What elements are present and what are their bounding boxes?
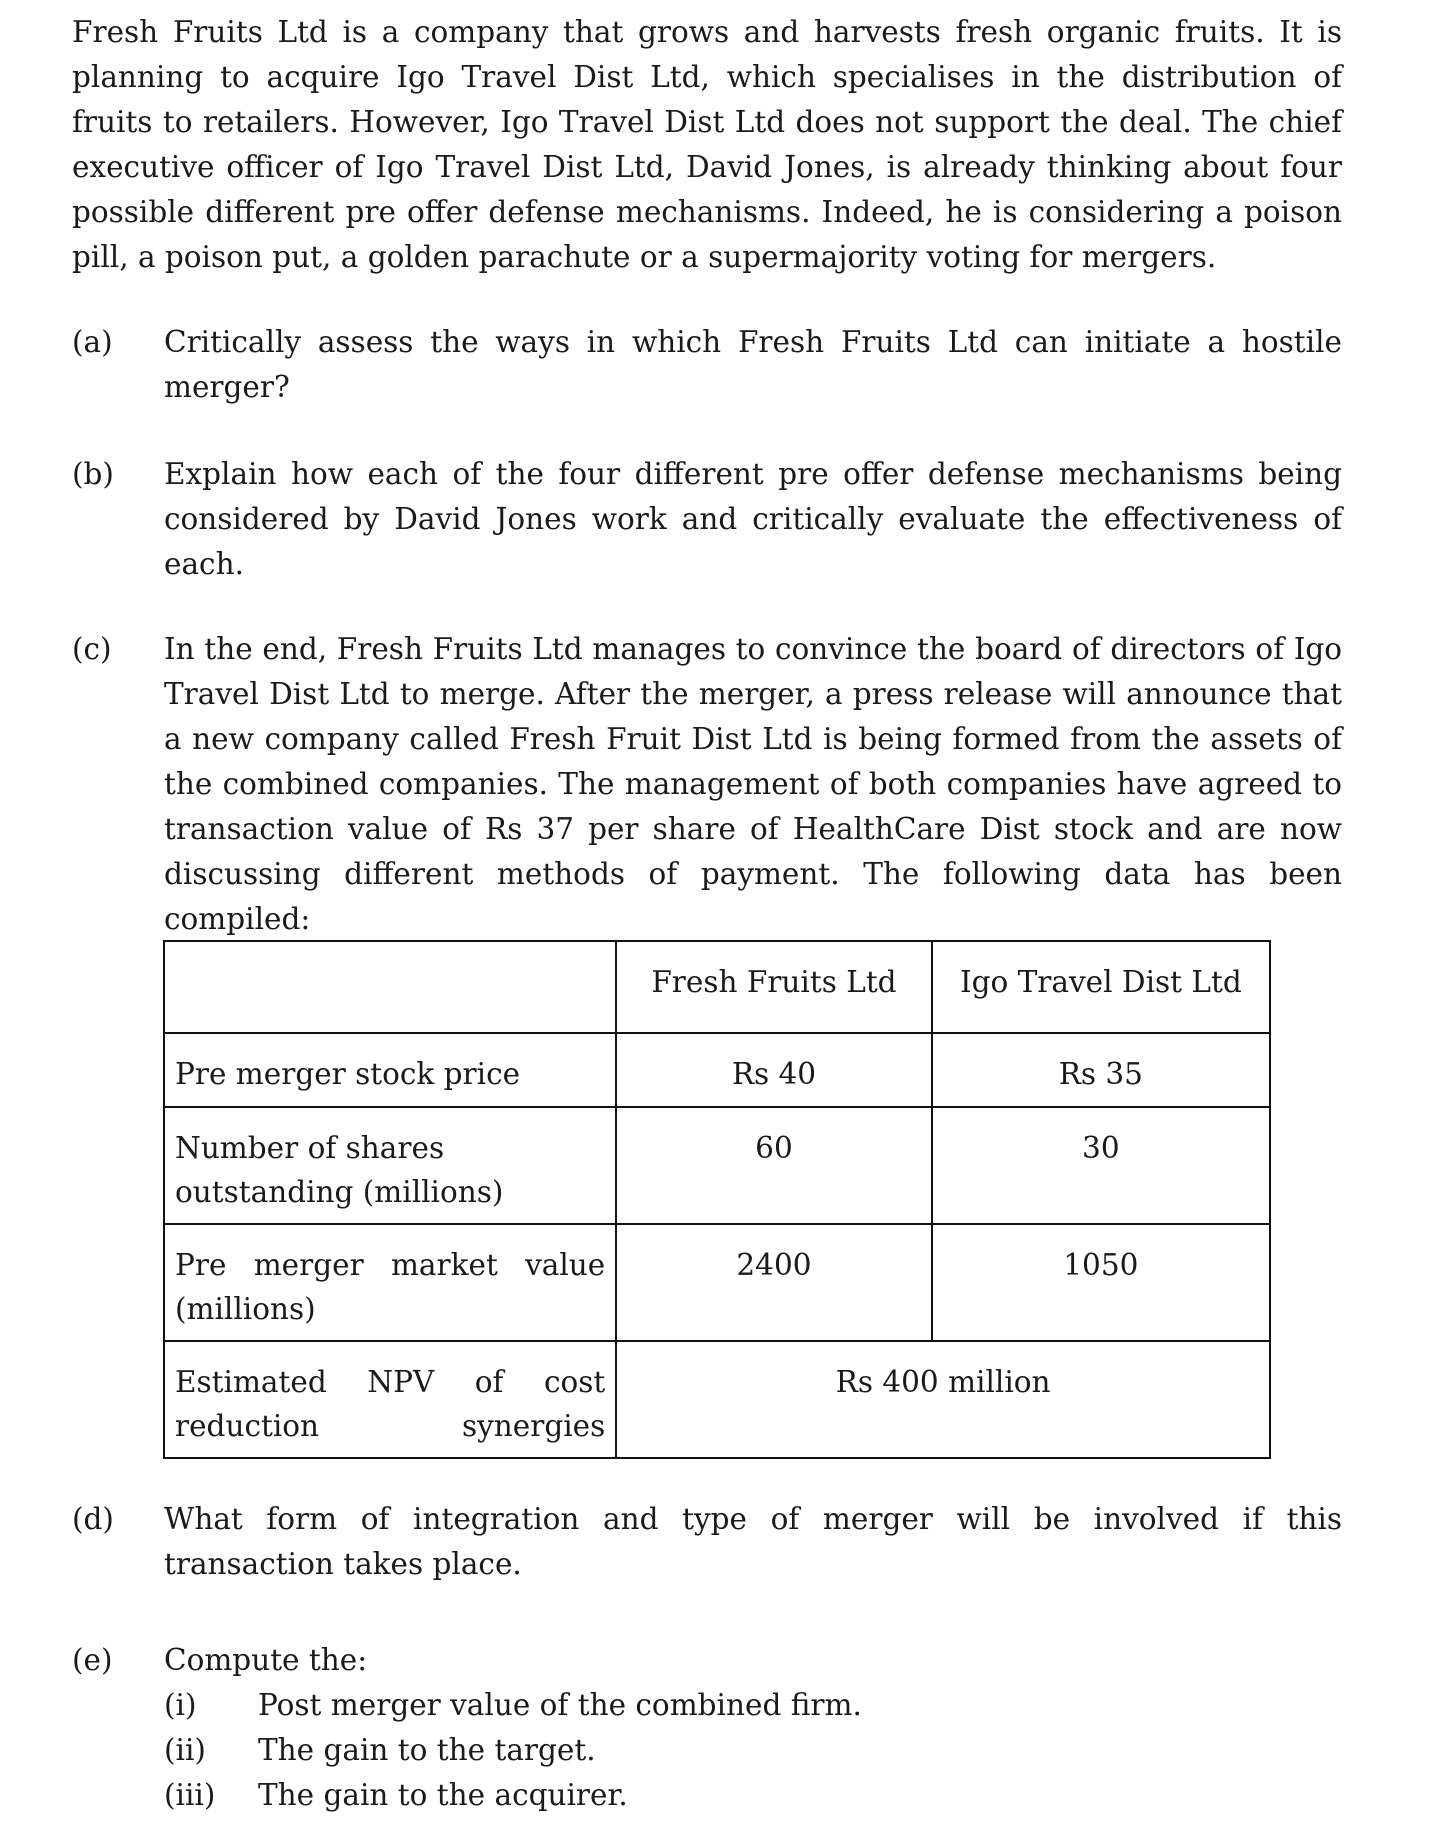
table-header-empty: [164, 941, 616, 1033]
igo-travel-value: Rs 35: [932, 1033, 1270, 1107]
question-label: (e): [72, 1643, 113, 1677]
sub-item-text: The gain to the acquirer.: [258, 1778, 628, 1812]
table-header-fresh-fruits: Fresh Fruits Ltd: [616, 941, 931, 1033]
merger-data-table: [163, 940, 1271, 1459]
intro-paragraph: Fresh Fruits Ltd is a company that grows and harvests fresh organic fruits. It is planning to acquire Igo Travel Dist Ltd, which specialises in the distribution of fruits to retailers. However, Igo Travel Dist Ltd does not support the deal. The chief executive officer of Igo Travel Dist Ltd, David Jones, is already thinking about four possible different pre offer defense mechanisms. Indeed, he is considering a poison pill, a poison put, a golden parachute or a supermajority voting for mergers.: [72, 15, 1342, 274]
igo-travel-value: 1050: [932, 1224, 1270, 1341]
sub-item-text: The gain to the target.: [258, 1733, 596, 1767]
fresh-fruits-value: 60: [616, 1107, 931, 1224]
question-text: Compute the:: [164, 1643, 368, 1677]
fresh-fruits-value: Rs 40: [616, 1033, 931, 1107]
table-row: [164, 1033, 1270, 1107]
question-label: (b): [72, 457, 114, 491]
table-row: [164, 1341, 1270, 1458]
sub-item-text: Post merger value of the combined firm.: [258, 1688, 862, 1722]
synergies-value: Rs 400 million: [616, 1341, 1270, 1458]
row-label: Estimated NPV of cost reduction synergies: [164, 1341, 616, 1458]
igo-travel-value: 30: [932, 1107, 1270, 1224]
sub-item-numeral: (iii): [164, 1778, 216, 1812]
question-label: (d): [72, 1502, 114, 1536]
table-header-igo-travel: Igo Travel Dist Ltd: [932, 941, 1270, 1033]
question-text: Critically assess the ways in which Fresh Fruits Ltd can initiate a hostile merger?: [164, 325, 1342, 404]
row-label: Pre merger market value (millions): [164, 1224, 616, 1341]
question-text: In the end, Fresh Fruits Ltd manages to convince the board of directors of Igo Travel Dist Ltd to merge. After the merger, a press release will announce that a new company called Fresh Fruit Dist Ltd is being formed from the assets of the combined companies. The management of both companies have agreed to transaction value of Rs 37 per share of HealthCare Dist stock and are now discussing different methods of payment. The following data has been compiled:: [164, 632, 1342, 936]
table-row: [164, 1224, 1270, 1341]
question-text: What form of integration and type of merger will be involved if this transaction takes place.: [164, 1502, 1342, 1581]
table-row: [164, 1107, 1270, 1224]
sub-item-numeral: (i): [164, 1688, 197, 1722]
table-header-row: [164, 941, 1270, 1033]
row-label: Number of shares outstanding (millions): [164, 1107, 616, 1224]
fresh-fruits-value: 2400: [616, 1224, 931, 1341]
question-label: (c): [72, 632, 112, 666]
sub-item-numeral: (ii): [164, 1733, 206, 1767]
question-text: Explain how each of the four different pre offer defense mechanisms being considered by David Jones work and critically evaluate the effectiveness of each.: [164, 457, 1342, 581]
row-label: Pre merger stock price: [164, 1033, 616, 1107]
question-label: (a): [72, 325, 113, 359]
